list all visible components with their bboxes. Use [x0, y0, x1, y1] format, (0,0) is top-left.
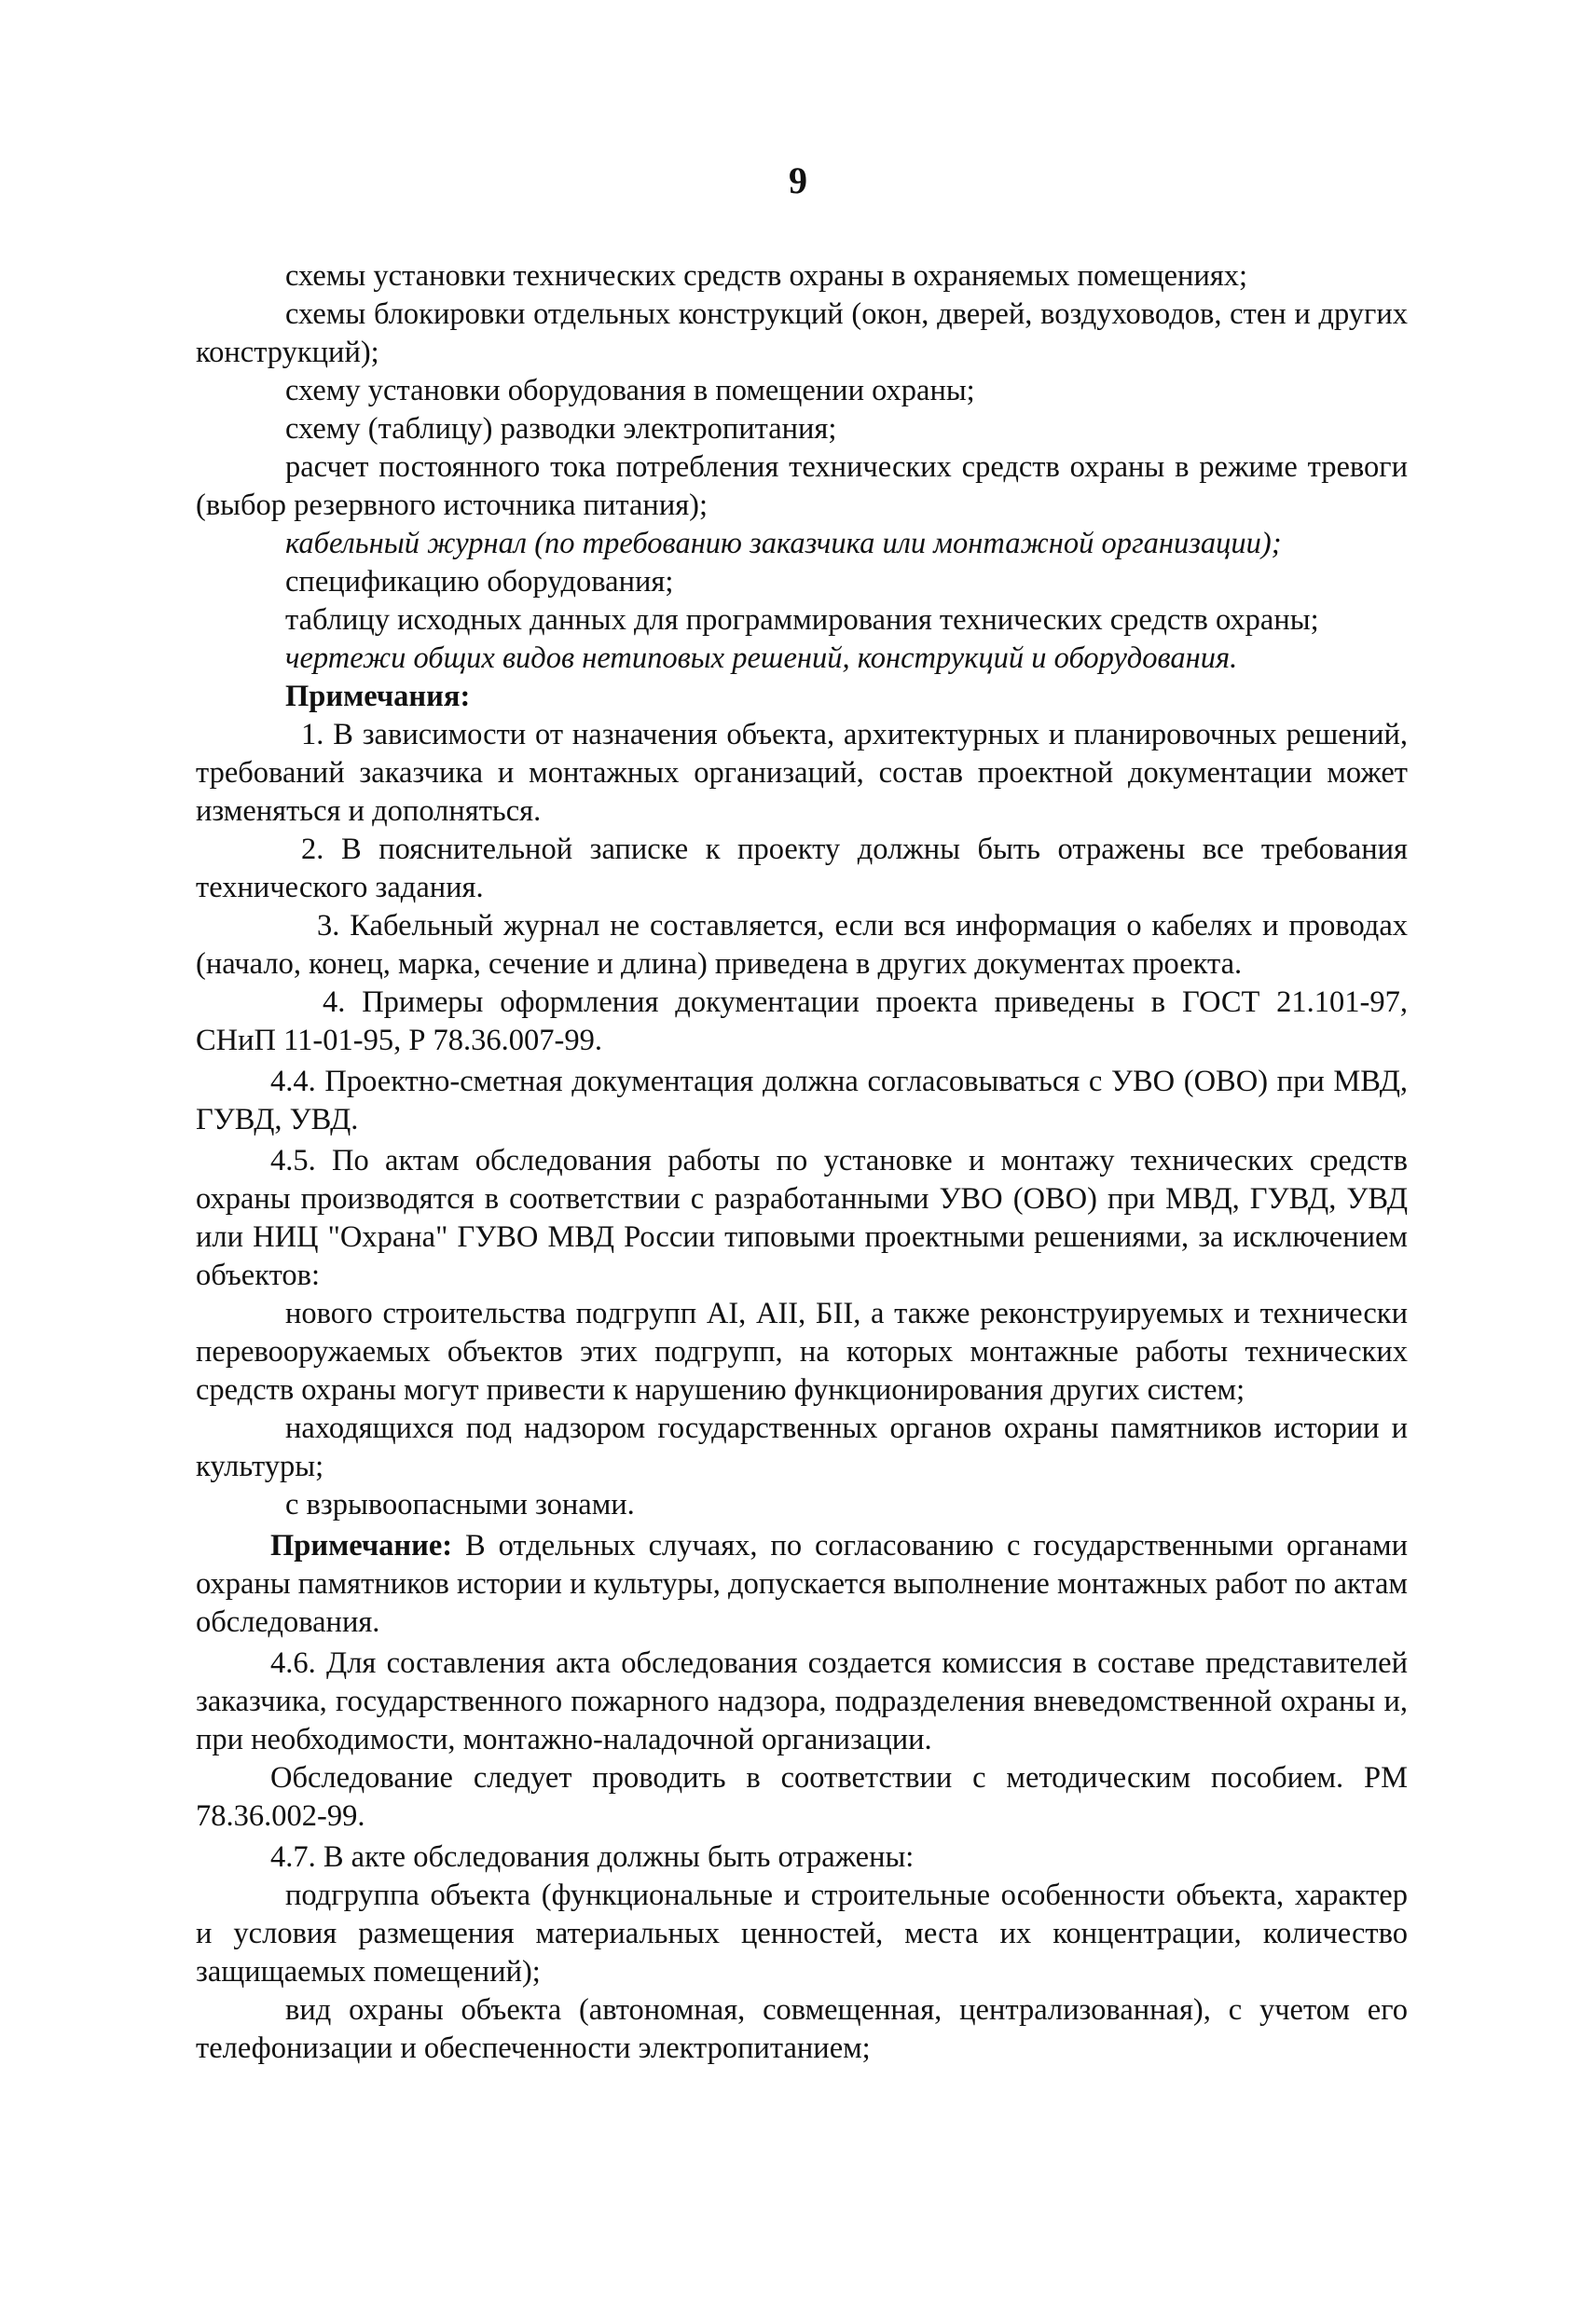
note-item: 4. Примеры оформления документации проекта приведены в ГОСТ 21.101-97, СНиП 11-01-95, Р 78.36.007-99. [196, 985, 1408, 1057]
list-item: с взрывоопасными зонами. [285, 1488, 635, 1521]
list-item: чертежи общих видов нетиповых решений, конструкций и оборудования. [285, 641, 1238, 675]
section-4-4: 4.4. Проектно-сметная документация должна согласовываться с УВО (ОВО) при МВД, ГУВД, УВД. [196, 1065, 1408, 1136]
page-number: 9 [789, 159, 807, 201]
note-paragraph [196, 1527, 1408, 1642]
notes-heading: Примечания: [285, 680, 471, 713]
list-item: вид охраны объекта (автономная, совмещенная, централизованная), с учетом его телефонизации и обеспеченности электропитанием; [196, 1993, 1408, 2065]
note-item: 2. В пояснительной записке к проекту должны быть отражены все требования технического задания. [196, 833, 1408, 904]
list-item: кабельный журнал (по требованию заказчика или монтажной организации); [285, 527, 1282, 560]
note-item: 3. Кабельный журнал не составляется, если вся информация о кабелях и проводах (начало, конец, марка, сечение и длина) приведена в других документах проекта. [196, 909, 1408, 981]
section-4-6: 4.6. Для составления акта обследования создается комиссия в составе представителей заказчика, государственного пожарного надзора, подразделения вневедомственной охраны и, при необходимости, монтажно-наладочной организации. [196, 1646, 1408, 1756]
list-item: схемы блокировки отдельных конструкций (окон, дверей, воздуховодов, стен и других конструкций); [196, 297, 1408, 369]
list-item: нового строительства подгрупп АI, АII, БII, а также реконструируемых и технически перевооружаемых объектов этих подгрупп, на которых монтажные работы технических средств охраны могут привести к нарушению функционирования других систем; [196, 1297, 1408, 1407]
note-text: В отдельных случаях, по согласованию с государственными органами охраны памятников истории и культуры, допускается выполнение монтажных работ по актам обследования. [196, 1529, 1408, 1639]
section-4-5: 4.5. По актам обследования работы по установке и монтажу технических средств охраны производятся в соответствии с разработанными УВО (ОВО) при МВД, ГУВД, УВД или НИЦ "Охрана" ГУВО МВД России типовыми проектными решениями, за исключением объектов: [196, 1144, 1408, 1292]
list-item: расчет постоянного тока потребления технических средств охраны в режиме тревоги (выбор резервного источника питания); [196, 450, 1408, 522]
paragraph: Обследование следует проводить в соответствии с методическим пособием. РМ 78.36.002-99. [196, 1761, 1408, 1833]
list-item: спецификацию оборудования; [285, 565, 674, 599]
note-item: 1. В зависимости от назначения объекта, архитектурных и планировочных решений, требований заказчика и монтажных организаций, состав проектной документации может изменяться и дополняться. [196, 718, 1408, 828]
list-item: подгруппа объекта (функциональные и строительные особенности объекта, характер и условия размещения материальных ценностей, места их концентрации, количество защищаемых помещений); [196, 1879, 1408, 1989]
list-item: схемы установки технических средств охраны в охраняемых помещениях; [285, 259, 1248, 293]
note-label: Примечание: [270, 1529, 453, 1563]
list-item: схему установки оборудования в помещении охраны; [285, 374, 975, 407]
list-item: таблицу исходных данных для программирования технических средств охраны; [285, 603, 1319, 637]
list-item: находящихся под надзором государственных органов охраны памятников истории и культуры; [196, 1411, 1408, 1483]
page-body [196, 257, 1408, 2068]
section-4-7: 4.7. В акте обследования должны быть отражены: [270, 1840, 915, 1874]
list-item: схему (таблицу) разводки электропитания; [285, 412, 837, 446]
